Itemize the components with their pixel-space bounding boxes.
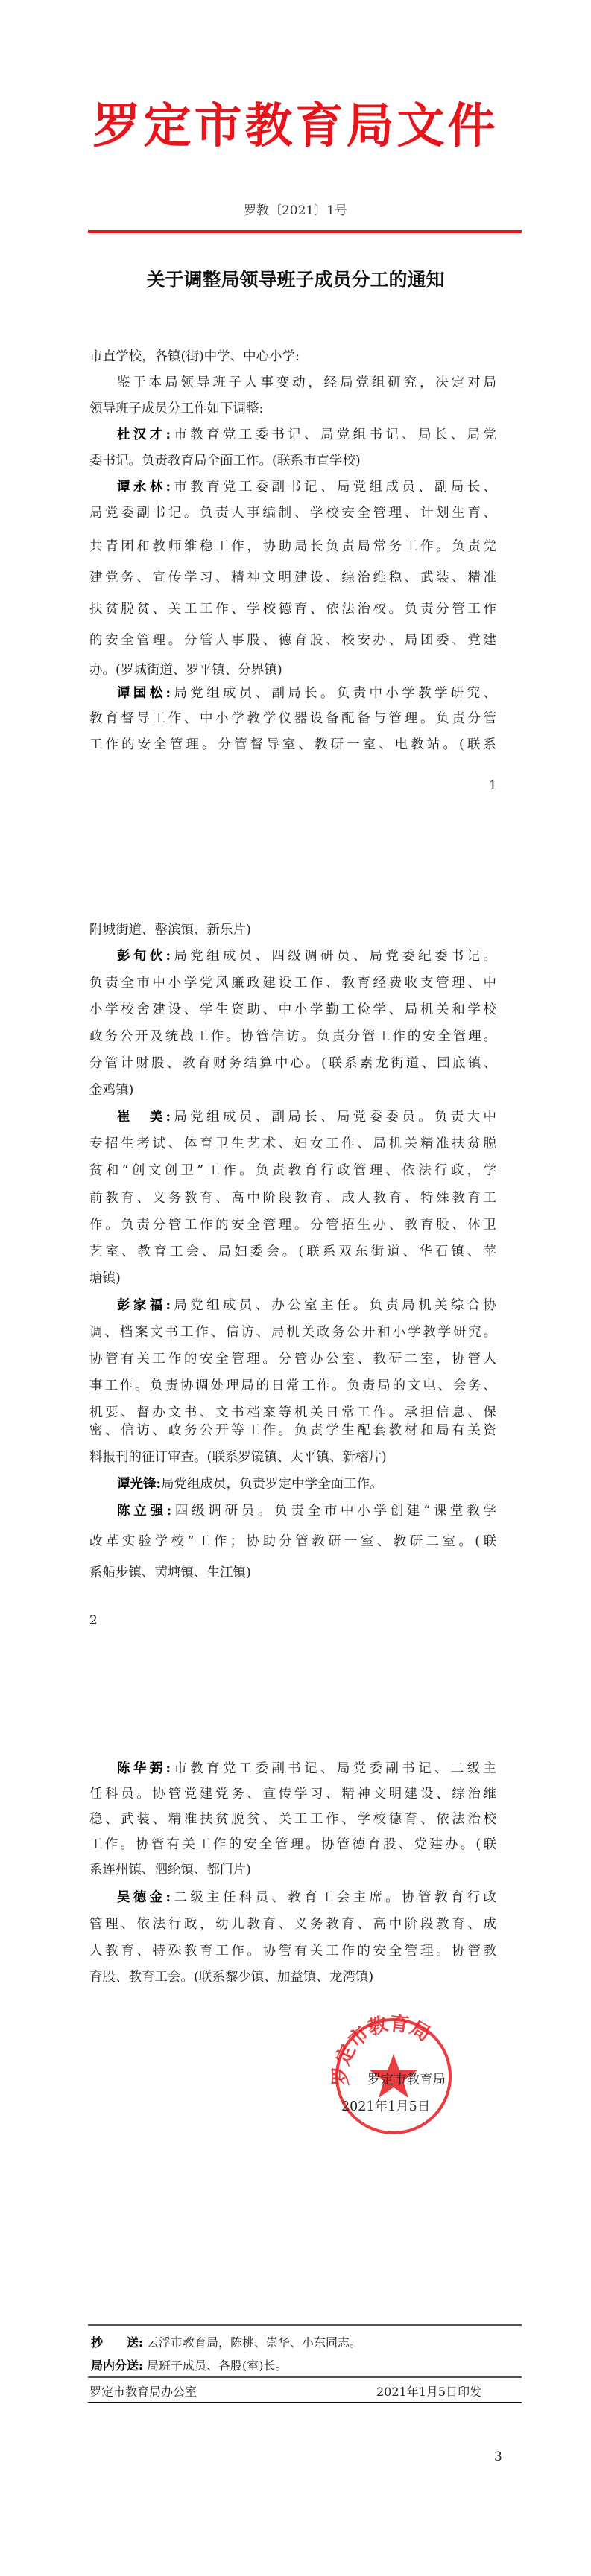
member-line: 艺室、教育工会、局妇委会。(联系双东街道、华石镇、苹 — [89, 1244, 496, 1259]
member-line: 机要、督办文书、文书档案等机关日常工作。承担信息、保 — [89, 1405, 496, 1420]
page-number: 1 — [489, 778, 497, 793]
member-name: 彭家福: — [117, 1298, 171, 1313]
member-name: 谭永林: — [117, 480, 171, 494]
member-line: 金鸡镇) — [89, 1083, 134, 1098]
member-name: 崔 美: — [117, 1110, 171, 1125]
cc-row — [91, 2333, 361, 2350]
member-line: 负责全市中小学党风廉政建设工作、教育经费收支管理、中 — [89, 976, 496, 990]
signature-org: 罗定市教育局 — [367, 2073, 446, 2087]
page-number: 3 — [494, 2449, 502, 2464]
member-entry-first-line: 崔 美:局党组成员、副局长、局党委委员。负责大中 — [117, 1110, 496, 1125]
member-line: 委书记。负责教育局全面工作。(联系市直学校) — [89, 454, 361, 468]
member-line: 建党务、宣传学习、精神文明建设、综治维稳、武装、精准 — [89, 570, 496, 585]
member-line: 密、信访、政务公开等工作。负责学生配套教材和局有关资 — [89, 1423, 496, 1438]
member-entry-first-line: 彭家福:局党组成员、办公室主任。负责局机关综合协 — [117, 1298, 496, 1313]
member-entry-first-line: 杜汉才:市教育党工委书记、局党组书记、局长、局党 — [117, 427, 496, 442]
member-line: 作。负责分管工作的安全管理。分管招生办、教育股、体卫 — [89, 1218, 496, 1233]
member-entry-first-line: 陈立强:四级调研员。负责全市中小学创建“课堂教学 — [117, 1504, 496, 1518]
member-entry-first-line: 谭永林:市教育党工委副书记、局党组成员、副局长、 — [117, 480, 496, 494]
member-line: 扶贫脱贫、关工工作、学校德育、依法治校。负责分管工作 — [89, 602, 496, 617]
cc-label: 抄 送: — [91, 2335, 143, 2350]
document-number: 罗教〔2021〕1号 — [243, 203, 348, 218]
intro-line: 领导班子成员分工作如下调整: — [89, 401, 264, 416]
member-line: 的安全管理。分管人事股、德育股、校安办、局团委、党建 — [89, 633, 496, 648]
member-line: 小学校舍建设、学生资助、中小学勤工俭学、局机关和学校 — [89, 1002, 496, 1017]
member-name: 陈华弼: — [117, 1761, 171, 1776]
internal-value: 局班子成员、各股(室)长。 — [147, 2359, 288, 2373]
member-entry-first-line: 吴德金:二级主任科员、教育工会主席。协管教育行政 — [117, 1890, 496, 1905]
member-line: 人教育、特殊教育工作。协管有关工作的安全管理。协管教 — [89, 1944, 496, 1959]
member-name: 谭国松: — [117, 686, 171, 701]
red-divider — [88, 230, 522, 233]
member-name: 杜汉才: — [117, 427, 171, 442]
salutation: 市直学校，各镇(街)中学、中心小学: — [89, 349, 300, 364]
member-line: 管理、依法行政，幼儿教育、义务教育、高中阶段教育、成 — [89, 1917, 496, 1932]
member-entry-first-line: 谭光锋:局党组成员，负责罗定中学全面工作。 — [117, 1477, 383, 1492]
member-name: 彭旬伙: — [117, 949, 171, 964]
seal-text: 罗定市教育局 — [329, 2012, 434, 2087]
member-line: 教育督导工作、中小学教学仪器设备配备与管理。负责分管 — [89, 711, 496, 726]
signature-date: 2021年1月5日 — [341, 2099, 431, 2114]
member-line: 系连州镇、泗纶镇、都门片) — [89, 1863, 251, 1877]
issue-date: 2021年1月5日印发 — [376, 2385, 482, 2399]
member-line: 事工作。负责协调处理局的日常工作。负责局的文电、会务、 — [89, 1378, 496, 1393]
member-line: 任科员。协管党建党务、宣传学习、精神文明建设、综治维 — [89, 1787, 496, 1801]
cc-value: 云浮市教育局，陈桃、崇华、小东同志。 — [147, 2335, 362, 2350]
member-name: 谭光锋: — [117, 1477, 161, 1492]
member-line: 分管计财股、教育财务结算中心。(联系素龙街道、围底镇、 — [89, 1056, 496, 1071]
member-line: 局党委副书记。负责人事编制、学校安全管理、计划生育、 — [89, 506, 496, 521]
internal-label: 局内分送: — [91, 2359, 143, 2373]
member-entry-first-line: 陈华弼:市教育党工委副书记、局党委副书记、二级主 — [117, 1761, 496, 1776]
footer-mid-rule — [88, 2376, 522, 2378]
member-line: 塘镇) — [89, 1271, 121, 1286]
member-line: 稳、武装、精准扶贫脱贫、关工工作、学校德育、依法治校 — [89, 1812, 496, 1827]
page-number: 2 — [89, 1613, 98, 1628]
member-line: 工作的安全管理。分管督导室、教研一室、电教站。(联系 — [89, 737, 496, 752]
intro-line: 鉴于本局领导班子人事变动，经局党组研究，决定对局 — [117, 375, 496, 390]
member-name: 陈立强: — [117, 1504, 172, 1518]
footer-top-rule — [88, 2324, 522, 2326]
masthead-title: 罗定市教育局文件 — [92, 99, 499, 154]
document-title: 关于调整局领导班子成员分工的通知 — [146, 269, 445, 290]
member-entry-first-line: 彭旬伙:局党组成员、四级调研员、局党委纪委书记。 — [117, 949, 496, 964]
member-line: 调、档案文书工作、信访、局机关政务公开和小学教学研究。 — [89, 1325, 496, 1340]
member-line: 贫和“创文创卫”工作。负责教育行政管理、依法行政，学 — [89, 1163, 496, 1178]
member-line: 办。(罗城街道、罗平镇、分界镇) — [89, 663, 282, 678]
member-line: 协管有关工作的安全管理。分管办公室、教研二室，协管人 — [89, 1352, 496, 1367]
member-line: 附城街道、罄滨镇、新乐片) — [89, 923, 251, 938]
issuer: 罗定市教育局办公室 — [89, 2385, 197, 2399]
member-line: 系船步镇、苪塘镇、生江镇) — [89, 1565, 251, 1580]
member-line: 育股、教育工会。(联系黎少镇、加益镇、龙湾镇) — [89, 1970, 374, 1985]
footer-bottom-rule — [88, 2402, 522, 2403]
member-line: 专招生考试、体育卫生艺术、妇女工作、局机关精准扶贫脱 — [89, 1136, 496, 1151]
member-line: 工作。协管有关工作的安全管理。协管德育股、党建办。(联 — [89, 1837, 496, 1852]
member-line: 料报刊的征订审查。(联系罗镜镇、太平镇、新榕片) — [89, 1450, 387, 1465]
member-line: 前教育、义务教育、高中阶段教育、成人教育、特殊教育工 — [89, 1191, 496, 1206]
member-entry-first-line: 谭国松:局党组成员、副局长。负责中小学教学研究、 — [117, 686, 496, 701]
member-line: 共青团和教师维稳工作，协助局长负责局常务工作。负责党 — [89, 539, 496, 554]
member-line: 改革实验学校”工作；协助分管教研一室、教研二室。(联 — [89, 1534, 496, 1549]
member-name: 吴德金: — [117, 1890, 171, 1905]
member-line: 政务公开及统战工作。协管信访。负责分管工作的安全管理。 — [89, 1029, 496, 1044]
internal-row — [91, 2356, 288, 2373]
